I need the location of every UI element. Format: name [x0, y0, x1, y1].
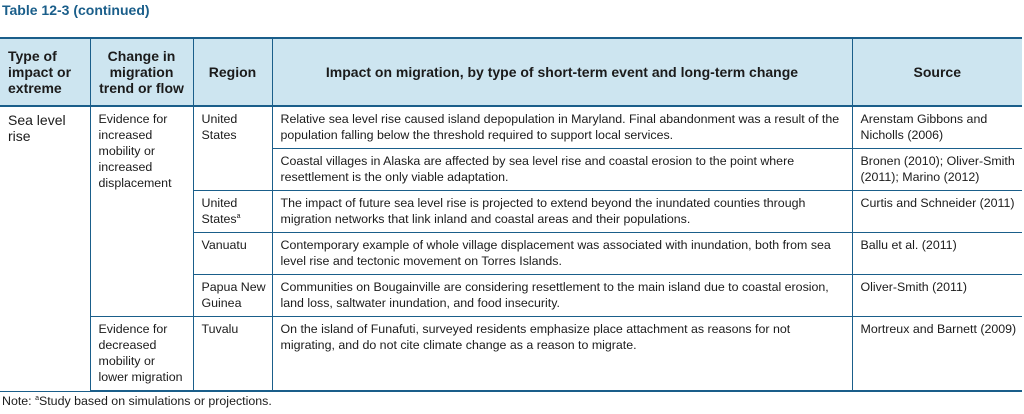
- source-cell: Bronen (2010); Oliver-Smith (2011); Marino (2012): [852, 149, 1022, 191]
- impact-cell: Coastal villages in Alaska are affected by sea level rise and coastal erosion to the point where resettlement is the only viable adaptation.: [272, 149, 852, 191]
- region-label: United States: [201, 196, 238, 226]
- note-text: Study based on simulations or projections.: [38, 394, 272, 408]
- region-cell: [193, 191, 272, 233]
- table-row: [0, 106, 1022, 149]
- source-cell: Oliver-Smith (2011): [852, 275, 1022, 317]
- header-source: Source: [852, 38, 1022, 106]
- impact-type-cell: Sea level rise: [0, 106, 90, 391]
- impact-cell: The impact of future sea level rise is projected to extend beyond the inundated counties through migration networks that link inland and coastal areas and their populations.: [272, 191, 852, 233]
- table-row: [0, 317, 1022, 392]
- note-prefix: Note:: [2, 394, 36, 408]
- region-cell: United States: [193, 106, 272, 191]
- header-impact-on-migration: Impact on migration, by type of short-term event and long-term change: [272, 38, 852, 106]
- footnote-marker: a: [236, 212, 241, 220]
- region-cell: Papua New Guinea: [193, 275, 272, 317]
- source-cell: Mortreux and Barnett (2009): [852, 317, 1022, 392]
- source-cell: Arenstam Gibbons and Nicholls (2006): [852, 106, 1022, 149]
- footnote-marker: a: [35, 394, 39, 402]
- migration-impact-table: [0, 37, 1022, 392]
- table-caption: Table 12-3 (continued): [2, 2, 150, 18]
- region-cell: Tuvalu: [193, 317, 272, 392]
- impact-cell: Contemporary example of whole village displacement was associated with inundation, both from sea level rise and tectonic movement on Torres Islands.: [272, 233, 852, 275]
- header-change-in-migration: Change in migration trend or flow: [90, 38, 193, 106]
- impact-cell: On the island of Funafuti, surveyed residents emphasize place attachment as reasons for not migrating, and do not cite climate change as a reason to migrate.: [272, 317, 852, 392]
- change-cell-increased: Evidence for increased mobility or increased displacement: [90, 106, 193, 317]
- source-cell: Curtis and Schneider (2011): [852, 191, 1022, 233]
- header-region: Region: [193, 38, 272, 106]
- table-header-row: [0, 38, 1022, 106]
- impact-cell: Communities on Bougainville are considering resettlement to the main island due to coastal erosion, land loss, saltwater inundation, and food insecurity.: [272, 275, 852, 317]
- header-type-of-impact: Type of impact or extreme: [0, 38, 90, 106]
- change-cell-decreased: Evidence for decreased mobility or lower migration: [90, 317, 193, 392]
- source-cell: Ballu et al. (2011): [852, 233, 1022, 275]
- table-footnote: [2, 394, 272, 408]
- impact-cell: Relative sea level rise caused island depopulation in Maryland. Final abandonment was a result of the population falling below the threshold required to support local services.: [272, 106, 852, 149]
- region-cell: Vanuatu: [193, 233, 272, 275]
